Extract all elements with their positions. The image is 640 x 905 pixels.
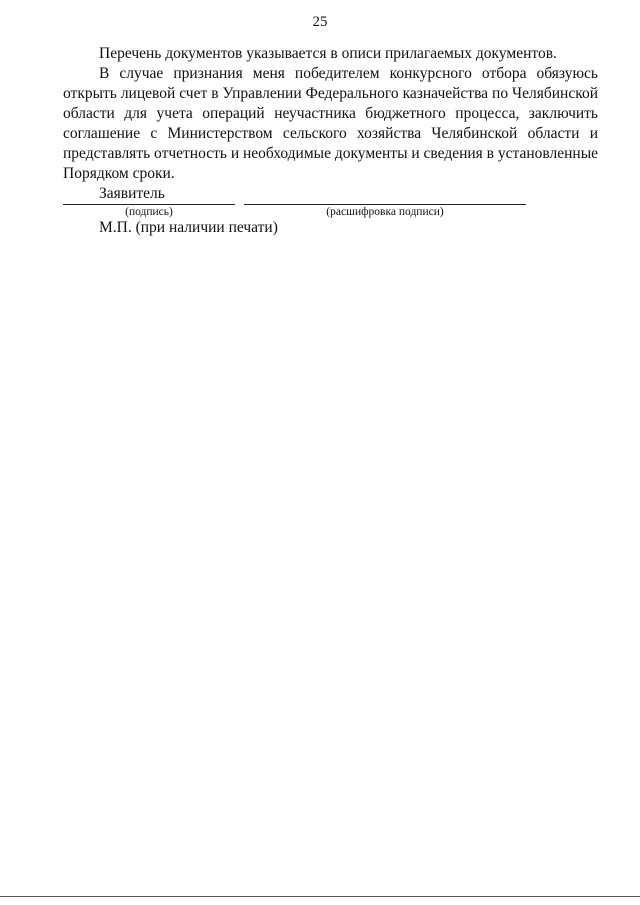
page-number: 25 bbox=[312, 14, 328, 30]
signature-transcript-caption: (расшифровка подписи) bbox=[326, 206, 444, 218]
paragraph-obligation: В случае признания меня победителем конкурсного отбора обязуюсь открыть лицевой счет в Управлении Федерального казначейства по Челябинской области для учета операций неучастника бюджетного процесса, заключить соглашение с Министерством сельского хозяйства Челябинской области и представлять отчетность и необходимые документы и сведения в установленные Порядком сроки. bbox=[63, 65, 599, 182]
document-body bbox=[63, 44, 598, 204]
signature-line bbox=[63, 204, 235, 205]
stamp-note: М.П. (при наличии печати) bbox=[99, 219, 278, 236]
signature-transcript-line bbox=[244, 204, 526, 205]
signature-caption: (подпись) bbox=[125, 206, 173, 218]
applicant-label: Заявитель bbox=[99, 185, 165, 202]
paragraph-document-list: Перечень документов указывается в описи прилагаемых документов. bbox=[99, 45, 557, 62]
page-bottom-rule bbox=[0, 896, 640, 897]
